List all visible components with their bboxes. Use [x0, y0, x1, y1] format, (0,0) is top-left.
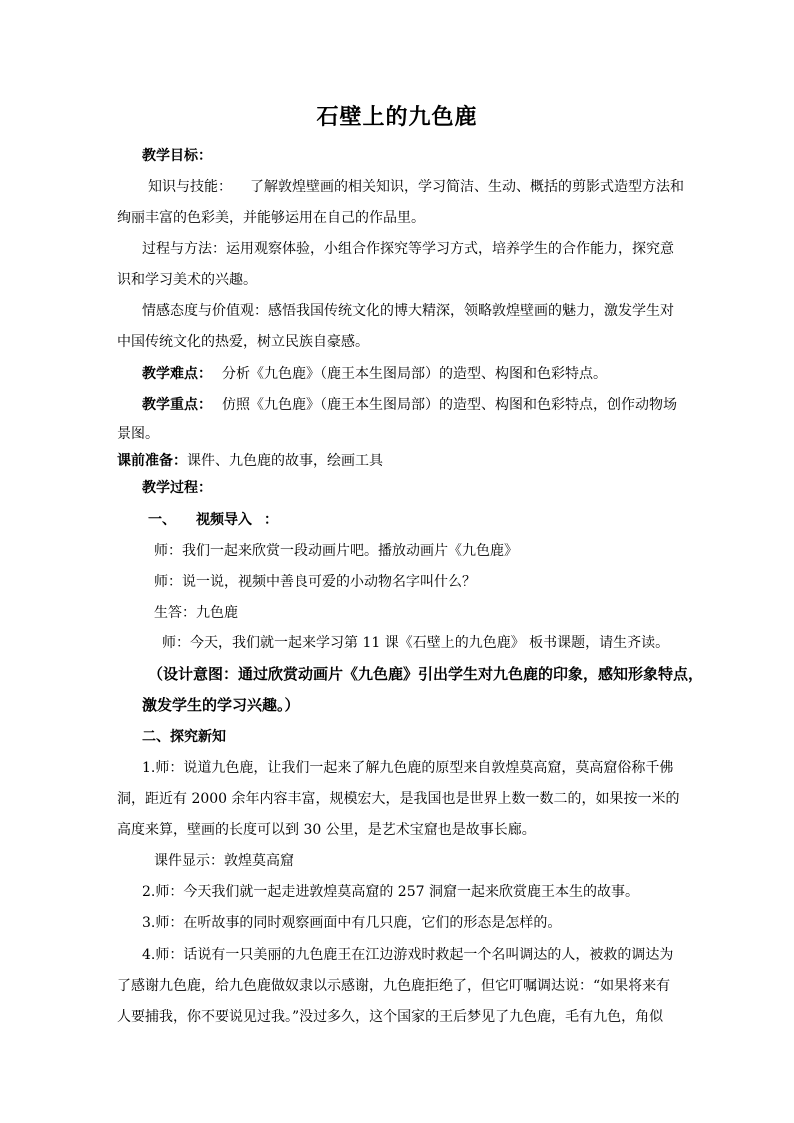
knowledge-line-1 — [148, 177, 684, 197]
process-method-line-2: 识和学习美术的兴趣。 — [117, 272, 257, 288]
process-heading: 教学过程： — [142, 480, 212, 496]
section-2-heading: 二、探究新知 — [142, 729, 226, 745]
key-point-text-1: 仿照《九色鹿》（鹿王本生图局部）的造型、构图和色彩特点，创作动物场 — [222, 397, 677, 413]
p1-line-2: 洞，距近有 2000 余年内容丰富，规模宏大，是我国也是世界上数一数二的，如果按一米的 — [117, 791, 680, 807]
p1-line-3: 高度来算，壁画的长度可以到 30 公里，是艺术宝窟也是故事长廊。 — [117, 822, 536, 838]
difficulty-label: 教学难点： — [142, 366, 212, 382]
preparation-text: 课件、九色鹿的故事，绘画工具 — [187, 453, 383, 469]
section-1-colon: ： — [264, 512, 278, 528]
process-method-line-1: 过程与方法：运用观察体验，小组合作探究等学习方式，培养学生的合作能力，探究意 — [142, 241, 674, 257]
s1-line-1: 师：我们一起来欣赏一段动画片吧。播放动画片《九色鹿》 — [154, 543, 518, 559]
key-point-line-2: 景图。 — [117, 426, 159, 442]
knowledge-line-2: 绚丽丰富的色彩美，并能够运用在自己的作品里。 — [117, 210, 425, 226]
courseware-line: 课件显示：敦煌莫高窟 — [154, 853, 294, 869]
p1-line-1: 1.师：说道九色鹿，让我们一起来了解九色鹿的原型来自敦煌莫高窟，莫高窟俗称千佛 — [142, 760, 674, 776]
s1-line-4: 师：今天，我们就一起来学习第 11 课《石壁上的九色鹿》 板书课题，请生齐读。 — [162, 635, 670, 651]
key-point-line-1 — [142, 395, 677, 415]
preparation-line — [117, 451, 383, 471]
design-intent-line-1: （设计意图：通过欣赏动画片《九色鹿》引出学生对九色鹿的印象，感知形象特点， — [148, 665, 704, 683]
p4-line-3: 人要捕我，你不要说见过我。”没过多久，这个国家的王后梦见了九色鹿，毛有九色，角似 — [117, 1009, 664, 1025]
document-title: 石壁上的九色鹿 — [316, 104, 478, 130]
p2-line: 2.师：今天我们就一起走进敦煌莫高窟的 257 洞窟一起来欣赏鹿王本生的故事。 — [142, 884, 639, 900]
s1-line-3: 生答：九色鹿 — [154, 605, 238, 621]
knowledge-label: 知识与技能： — [148, 179, 232, 195]
difficulty-text: 分析《九色鹿》（鹿王本生图局部）的造型、构图和色彩特点。 — [222, 366, 607, 382]
p4-line-1: 4.师：话说有一只美丽的九色鹿王在江边游戏时救起一个名叫调达的人，被救的调达为 — [142, 947, 674, 963]
difficulty-line — [142, 364, 607, 384]
section-1-number: 一、 — [148, 512, 176, 528]
emotion-line-2: 中国传统文化的热爱，树立民族自豪感。 — [117, 334, 369, 350]
knowledge-text-1: 了解敦煌壁画的相关知识，学习简洁、生动、概括的剪影式造型方法和 — [250, 179, 684, 195]
section-1-title: 视频导入 — [196, 512, 252, 528]
design-intent-line-2: 激发学生的学习兴趣。） — [142, 696, 300, 714]
section-1-heading — [148, 510, 278, 530]
emotion-line-1: 情感态度与价值观：感悟我国传统文化的博大精深，领略敦煌壁画的魅力，激发学生对 — [142, 303, 674, 319]
p4-line-2: 了感谢九色鹿，给九色鹿做奴隶以示感谢，九色鹿拒绝了，但它叮嘱调达说：“如果将来有 — [117, 978, 671, 994]
p3-line: 3.师：在听故事的同时观察画面中有几只鹿，它们的形态是怎样的。 — [142, 915, 562, 931]
key-point-label: 教学重点： — [142, 397, 212, 413]
objectives-heading: 教学目标： — [142, 148, 212, 164]
preparation-label: 课前准备： — [117, 453, 187, 469]
s1-line-2: 师：说一说，视频中善良可爱的小动物名字叫什么？ — [154, 574, 476, 590]
